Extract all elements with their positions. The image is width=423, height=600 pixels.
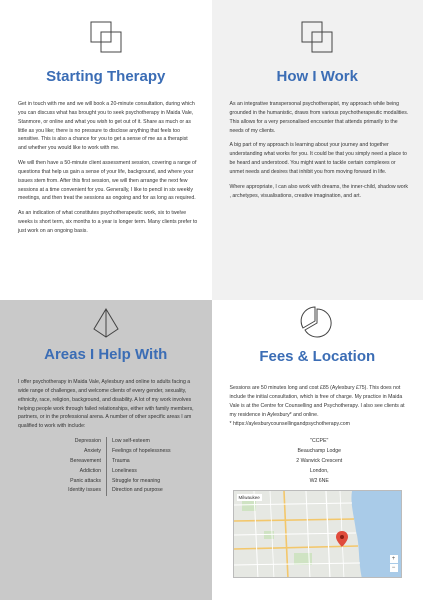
- fees-text: [230, 384, 410, 487]
- pie-segment-icon: [300, 306, 334, 340]
- list-item: [64, 447, 200, 457]
- starting-therapy-text: [18, 100, 198, 242]
- areas-panel: [0, 300, 212, 600]
- area-label: Panic attacks: [64, 477, 107, 487]
- pyramid-icon: [89, 306, 123, 340]
- paragraph: A big part of my approach is learning about your journey and together understanding what works for you. It could be that you simply need a place to be heard and understood. You might want to tackle certain complexes or unmet needs and desires that inhibit you from moving forward in life.: [229, 142, 407, 175]
- location-map[interactable]: [233, 490, 402, 578]
- paragraph: As an integrative transpersonal psychotherapist, my approach while being grounded in the humanistic, draws from various psychotherapeutic modalities. This allows for a very personalised encounter that attends primarily to the needs of my clients.: [229, 101, 409, 134]
- area-value: Trauma: [112, 457, 130, 464]
- area-label: Addiction: [64, 467, 107, 477]
- address-line: London,: [309, 467, 329, 474]
- areas-list: [64, 437, 200, 496]
- zoom-out-button[interactable]: −: [390, 564, 398, 572]
- starting-therapy-heading: Starting Therapy: [46, 68, 166, 85]
- fees-heading: Fees & Location: [259, 348, 376, 365]
- paragraph: Where appropriate, I can also work with dreams, the inner-child, shadow work , archetypes, visualisations, creative imagination, and art.: [229, 183, 408, 199]
- area-value: Feelings of hopelessness: [112, 447, 171, 454]
- how-i-work-panel: [212, 0, 423, 300]
- map-graphic: [234, 491, 402, 578]
- address-line: "CCPE": [310, 438, 329, 445]
- area-value: Direction and purpose: [112, 487, 163, 494]
- overlapping-squares-icon: [89, 20, 123, 54]
- area-value: Struggle for meaning: [112, 477, 161, 484]
- zoom-in-button[interactable]: +: [390, 555, 398, 563]
- address-line: Beauchamp Lodge: [297, 448, 342, 455]
- paragraph: Sessions are 50 minutes long and cost £85 (Aylesbury £75). This does not include the initial consultation, which is free of charge. My practice in Maida Vale is at the Centre for Counselling and Psychotherapy. I also see clients at my residence in Aylesbury* and online.: [229, 385, 405, 418]
- address: [230, 437, 410, 486]
- footnote: * https://aylesburycounsellingandpsychotherapy.com: [229, 421, 350, 428]
- address-line: 2 Warwick Crescent: [296, 457, 343, 464]
- address-line: W2 6NE: [309, 477, 329, 484]
- area-label: Depression: [64, 437, 107, 447]
- map-place-label: Milwaukee: [238, 495, 260, 500]
- area-label: Bereavement: [64, 457, 107, 467]
- how-i-work-text: [230, 100, 410, 206]
- fees-location-panel: [212, 300, 423, 600]
- areas-heading: Areas I Help With: [44, 346, 168, 363]
- how-i-work-heading: How I Work: [276, 68, 358, 85]
- paragraph: As an indication of what constitutes psychotherapeutic work, six to twelve weeks is short term, six months to a year is longer term. Many clients prefer to just work on an ongoing basis.: [18, 210, 198, 234]
- area-label: Anxiety: [64, 447, 107, 457]
- list-item: [64, 477, 200, 487]
- list-item: [64, 486, 200, 496]
- paragraph: Get in touch with me and we will book a 20-minute consultation, during which you can discuss what has brought you to seek psychotherapy in Maida Vale, Stanmore, or online and what you wish to get out of it. Share as much or as little as you like; there is no pressure to disclose anything that feels too sensitive. This is also a chance for you to get a sense of me as a therapist and whether you would like to work with me.: [18, 101, 195, 152]
- area-value: Loneliness: [112, 467, 137, 474]
- area-value: Low self-esteem: [112, 438, 150, 445]
- squares-icon: [300, 20, 334, 54]
- list-item: [64, 437, 200, 447]
- paragraph: We will then have a 50-minute client assessment session, covering a range of questions that help us gain a sense of your life, background, and where your issues stem from. After this first session, we will then arrange the next few sessions at a time convenient for you. Generally, I like to pencil in six weekly meetings, and then treat the sessions as ongoing and for as long as required.: [18, 160, 197, 202]
- paragraph: I offer psychotherapy in Maida Vale, Aylesbury and online to adults facing a wide range of challenges, and welcome clients of every gender, sexuality, ethnicity, race, religion, background, and disability. A lot of my work involves helping people work through failed relationships, either with family members, partners, or in the professional arena. A number of other specific areas I am qualified to work with include:: [18, 379, 194, 430]
- starting-therapy-panel: [0, 0, 212, 300]
- list-item: [64, 457, 200, 467]
- areas-text: [18, 378, 200, 496]
- area-label: Identity issues: [64, 486, 107, 496]
- list-item: [64, 467, 200, 477]
